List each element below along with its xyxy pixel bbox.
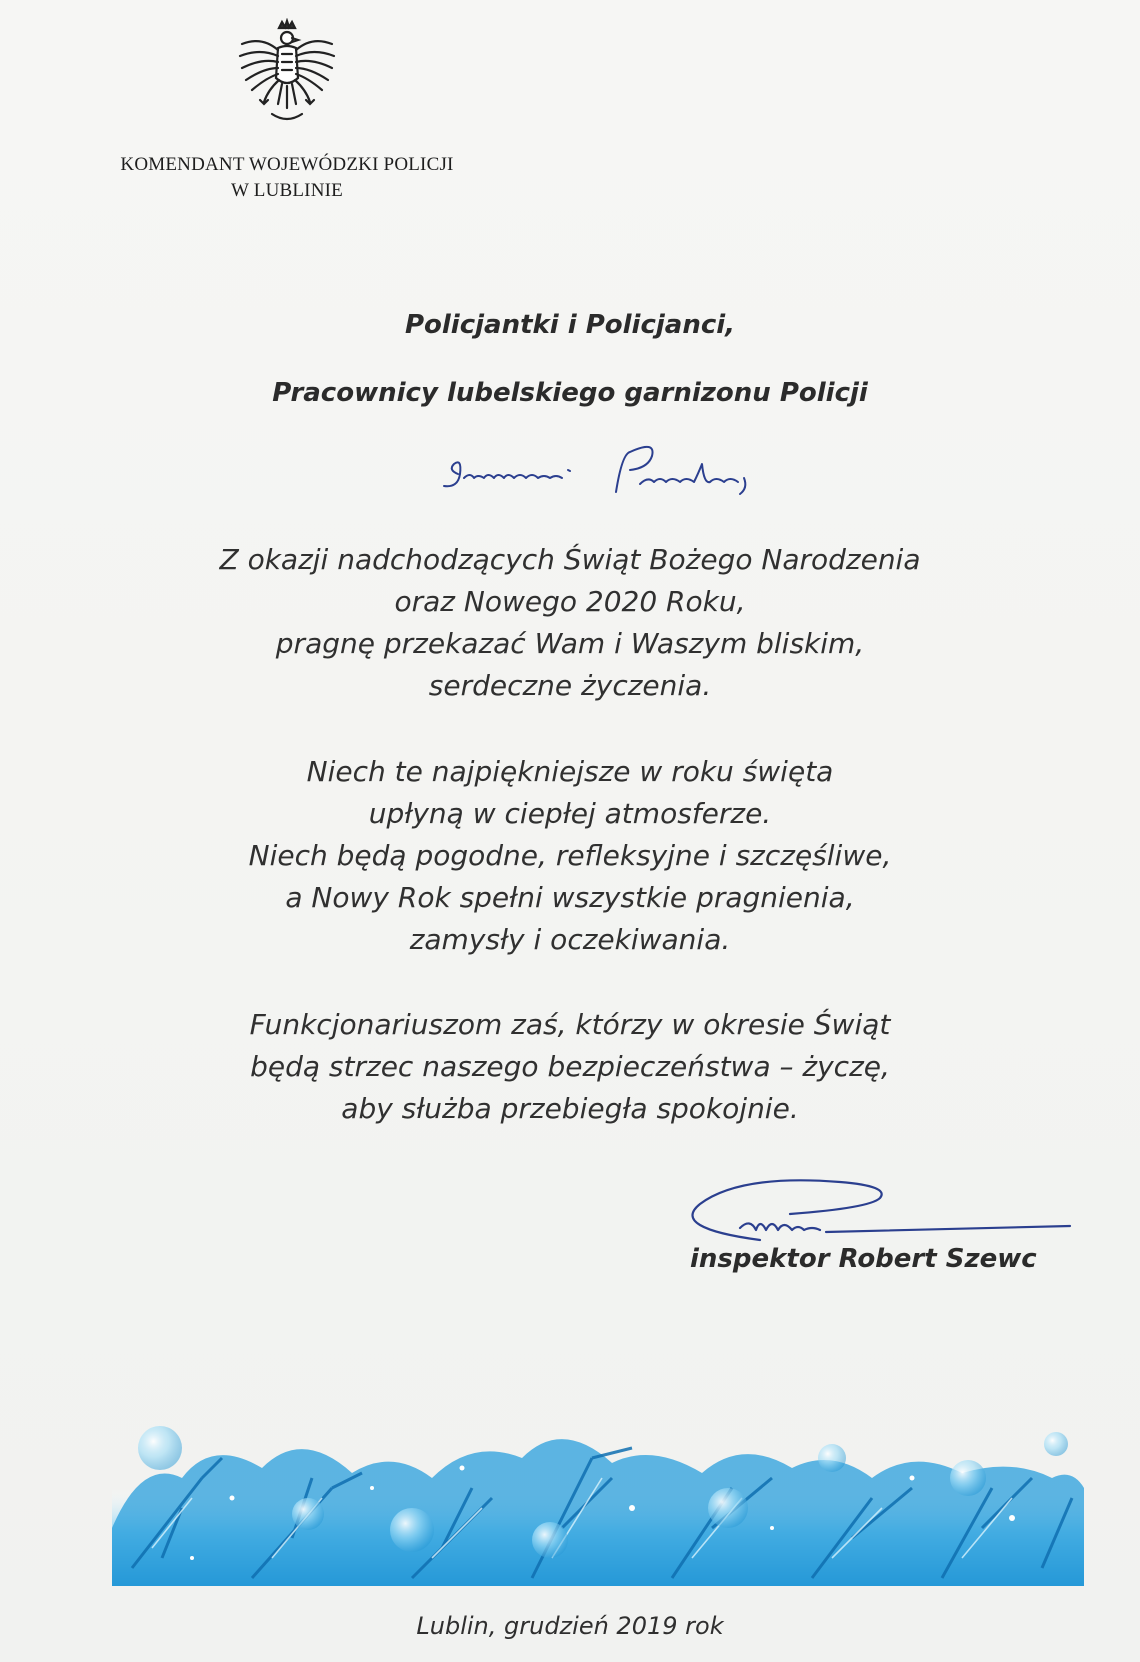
addressee-line-2: Pracownicy lubelskiego garnizonu Policji (272, 378, 868, 408)
addressee-line-1: Policjantki i Policjanci, (404, 310, 736, 340)
issuer-header (60, 152, 514, 204)
christmas-garland-icon (112, 1418, 1084, 1586)
issuer-line-1: KOMENDANT WOJEWÓDZKI POLICJI (120, 154, 454, 175)
paragraph-line: Z okazji nadchodzących Świąt Bożego Narodzenia (219, 543, 921, 576)
signatory-name: inspektor Robert Szewc (690, 1244, 1037, 1274)
white-eagle-emblem-icon (232, 18, 342, 130)
place-and-date: Lublin, grudzień 2019 rok (416, 1612, 724, 1640)
paragraph-line: aby służba przebiegła spokojnie. (341, 1092, 799, 1125)
paragraph-line: Funkcjonariuszom zaś, którzy w okresie Świąt (249, 1008, 891, 1041)
paragraph-line: zamysły i oczekiwania. (409, 923, 731, 956)
paragraph-line: serdeczne życzenia. (428, 669, 712, 702)
paragraph-line: Niech będą pogodne, refleksyjne i szczęśliwe, (248, 839, 892, 872)
paragraph-line: będą strzec naszego bezpieczeństwa – życzę, (250, 1050, 890, 1083)
handwritten-salutation (440, 434, 790, 514)
wishes-paragraph-1 (0, 539, 1140, 707)
paragraph-line: oraz Nowego 2020 Roku, (394, 585, 746, 618)
paragraph-line: a Nowy Rok spełni wszystkie pragnienia, (285, 881, 855, 914)
wishes-paragraph-3 (0, 1004, 1140, 1130)
wishes-paragraph-2 (0, 751, 1140, 961)
issuer-line-2: W LUBLINIE (231, 180, 343, 201)
paragraph-line: upłyną w ciepłej atmosferze. (368, 797, 772, 830)
paragraph-line: pragnę przekazać Wam i Waszym bliskim, (275, 627, 865, 660)
paragraph-line: Niech te najpiękniejsze w roku święta (306, 755, 834, 788)
